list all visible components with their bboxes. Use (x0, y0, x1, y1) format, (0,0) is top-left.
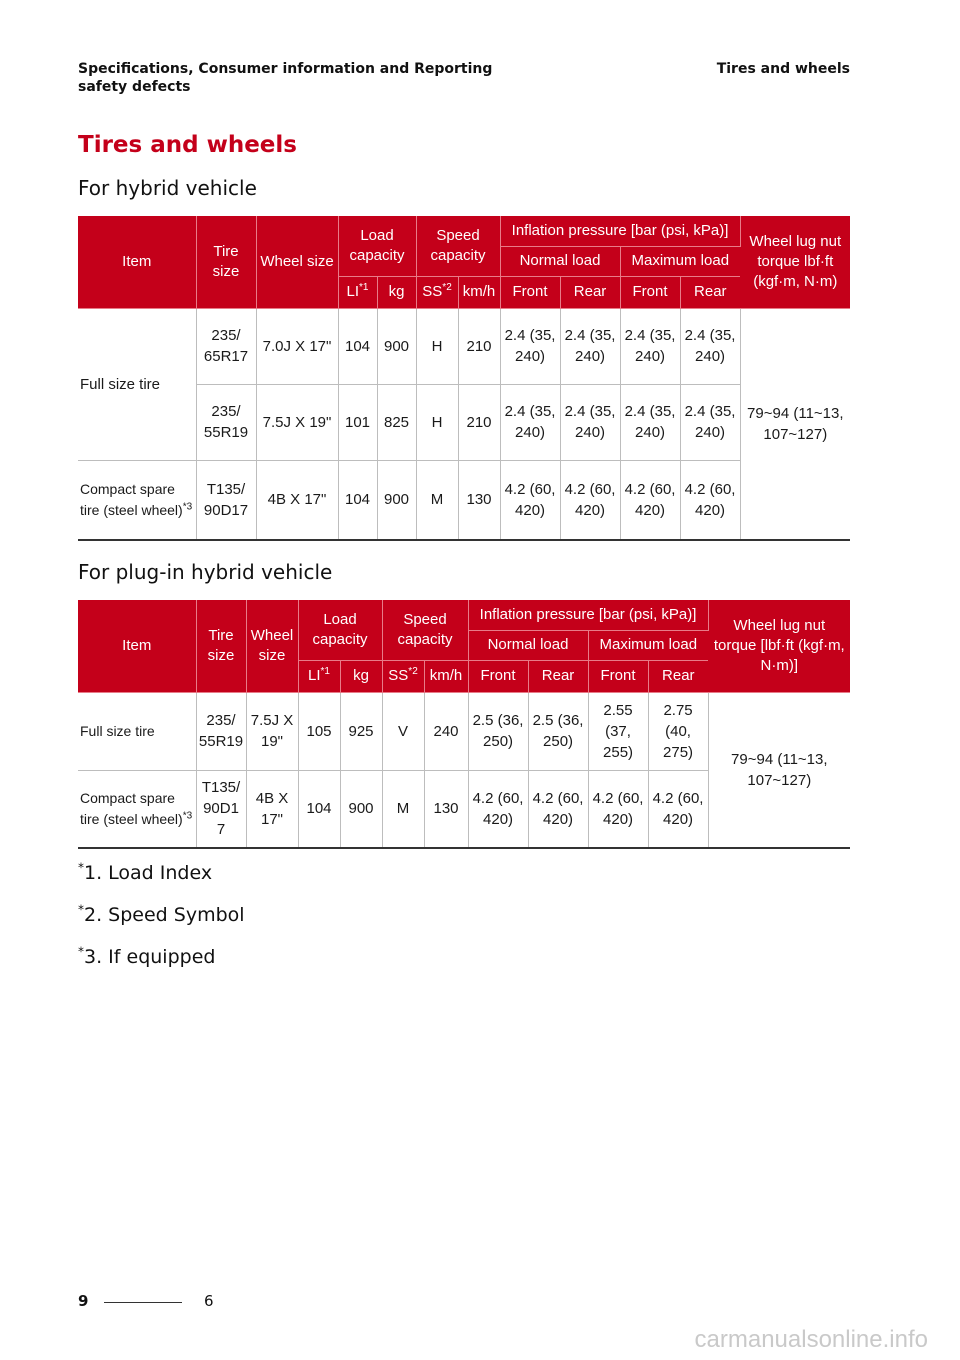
col-ss: SS$^{*2}$ (416, 276, 458, 308)
col-item: Item (78, 600, 196, 692)
col-inflation-pressure: Inflation pressure [bar (psi, kPa)] (500, 216, 740, 246)
cell-wheel-size: 4B X 17" (246, 770, 298, 848)
running-header-right: Tires and wheels (716, 61, 850, 77)
cell-tire-size: 235/ 55R19 (196, 692, 246, 770)
cell-ss: M (416, 460, 458, 540)
col-normal-load: Normal load (468, 630, 588, 660)
cell-max-rear: 4.2 (60, 420) (648, 770, 708, 848)
cell-kmh: 130 (458, 460, 500, 540)
hybrid-header-row-1 (78, 216, 850, 246)
cell-li: 101 (338, 384, 377, 460)
cell-lug-torque: 79~94 (11~13, 107~127) (708, 692, 850, 848)
cell-ss: M (382, 770, 424, 848)
col-kmh: km/h (458, 276, 500, 308)
cell-li: 105 (298, 692, 340, 770)
col-load-capacity: Load capacity (298, 600, 382, 660)
col-speed-capacity: Speed capacity (382, 600, 468, 660)
cell-normal-rear: 4.2 (60, 420) (560, 460, 620, 540)
col-wheel-size: Wheel size (246, 600, 298, 692)
cell-tire-size: 235/ 55R19 (196, 384, 256, 460)
cell-kmh: 240 (424, 692, 468, 770)
footnote: *3. If equipped (78, 944, 216, 968)
col-inflation-pressure: Inflation pressure [bar (psi, kPa)] (468, 600, 708, 630)
table-row (78, 308, 850, 384)
cell-wheel-size: 4B X 17" (256, 460, 338, 540)
col-load-capacity: Load capacity (338, 216, 416, 276)
cell-normal-rear: 4.2 (60, 420) (528, 770, 588, 848)
plugin-spec-table (78, 600, 850, 849)
cell-kg: 900 (377, 460, 416, 540)
cell-tire-size: 235/ 65R17 (196, 308, 256, 384)
col-lug-nut-torque: Wheel lug nut torque lbf·ft (kgf·m, N·m) (740, 216, 850, 308)
col-tire-size: Tire size (196, 216, 256, 308)
col-max-front: Front (620, 276, 680, 308)
col-normal-front: Front (500, 276, 560, 308)
footnote: *1. Load Index (78, 860, 213, 884)
cell-max-rear: 4.2 (60, 420) (680, 460, 740, 540)
col-kg: kg (340, 660, 382, 692)
cell-max-front: 2.4 (35, 240) (620, 308, 680, 384)
watermark: carmanualsonline.info (694, 1326, 928, 1353)
cell-normal-rear: 2.4 (35, 240) (560, 384, 620, 460)
cell-kg: 900 (340, 770, 382, 848)
cell-normal-rear: 2.4 (35, 240) (560, 308, 620, 384)
row-item-label: Compact spare tire (steel wheel)$^{*3}$ (78, 460, 196, 540)
cell-normal-front: 4.2 (60, 420) (500, 460, 560, 540)
cell-max-rear: 2.75 (40, 275) (648, 692, 708, 770)
cell-max-front: 2.55 (37, 255) (588, 692, 648, 770)
cell-kg: 825 (377, 384, 416, 460)
cell-normal-rear: 2.5 (36, 250) (528, 692, 588, 770)
col-normal-load: Normal load (500, 246, 620, 276)
cell-ss: H (416, 308, 458, 384)
cell-tire-size: T135/ 90D1 7 (196, 770, 246, 848)
col-wheel-size: Wheel size (256, 216, 338, 308)
col-max-front: Front (588, 660, 648, 692)
row-item-label: Full size tire (78, 308, 196, 460)
cell-lug-torque: 79~94 (11~13, 107~127) (740, 308, 850, 540)
section-title: Tires and wheels (78, 132, 297, 158)
hybrid-spec-table (78, 216, 850, 541)
hybrid-heading: For hybrid vehicle (78, 176, 257, 200)
cell-max-rear: 2.4 (35, 240) (680, 308, 740, 384)
cell-normal-front: 2.5 (36, 250) (468, 692, 528, 770)
cell-li: 104 (338, 308, 377, 384)
running-header-left: Specifications, Consumer information and Reporting safety defects (78, 61, 493, 95)
cell-normal-front: 2.4 (35, 240) (500, 308, 560, 384)
col-maximum-load: Maximum load (620, 246, 740, 276)
cell-wheel-size: 7.5J X 19" (246, 692, 298, 770)
cell-tire-size: T135/ 90D17 (196, 460, 256, 540)
cell-li: 104 (338, 460, 377, 540)
cell-li: 104 (298, 770, 340, 848)
page-number: 6 (204, 1292, 214, 1310)
col-tire-size: Tire size (196, 600, 246, 692)
col-max-rear: Rear (680, 276, 740, 308)
col-li: LI$^{*1}$ (338, 276, 377, 308)
col-lug-nut-torque: Wheel lug nut torque [lbf·ft (kgf·m, N·m)] (708, 600, 850, 692)
col-normal-rear: Rear (560, 276, 620, 308)
plugin-header-row-1 (78, 600, 850, 630)
col-item: Item (78, 216, 196, 308)
cell-normal-front: 2.4 (35, 240) (500, 384, 560, 460)
cell-kmh: 130 (424, 770, 468, 848)
cell-ss: V (382, 692, 424, 770)
footer-divider (104, 1302, 182, 1303)
cell-kg: 900 (377, 308, 416, 384)
cell-max-front: 2.4 (35, 240) (620, 384, 680, 460)
col-ss: SS$^{*2}$ (382, 660, 424, 692)
table-row (78, 460, 850, 540)
col-maximum-load: Maximum load (588, 630, 708, 660)
cell-normal-front: 4.2 (60, 420) (468, 770, 528, 848)
cell-wheel-size: 7.0J X 17" (256, 308, 338, 384)
chapter-number: 9 (78, 1292, 89, 1310)
cell-kmh: 210 (458, 384, 500, 460)
col-max-rear: Rear (648, 660, 708, 692)
col-kmh: km/h (424, 660, 468, 692)
cell-kg: 925 (340, 692, 382, 770)
footnote: *2. Speed Symbol (78, 902, 245, 926)
col-speed-capacity: Speed capacity (416, 216, 500, 276)
cell-ss: H (416, 384, 458, 460)
col-kg: kg (377, 276, 416, 308)
cell-kmh: 210 (458, 308, 500, 384)
row-item-label: Full size tire (78, 692, 196, 770)
cell-max-front: 4.2 (60, 420) (620, 460, 680, 540)
table-row (78, 692, 850, 770)
cell-wheel-size: 7.5J X 19" (256, 384, 338, 460)
col-normal-front: Front (468, 660, 528, 692)
col-normal-rear: Rear (528, 660, 588, 692)
row-item-label: Compact spare tire (steel wheel)$^{*3}$ (78, 770, 196, 848)
plugin-heading: For plug-in hybrid vehicle (78, 560, 333, 584)
cell-max-front: 4.2 (60, 420) (588, 770, 648, 848)
cell-max-rear: 2.4 (35, 240) (680, 384, 740, 460)
col-li: LI$^{*1}$ (298, 660, 340, 692)
